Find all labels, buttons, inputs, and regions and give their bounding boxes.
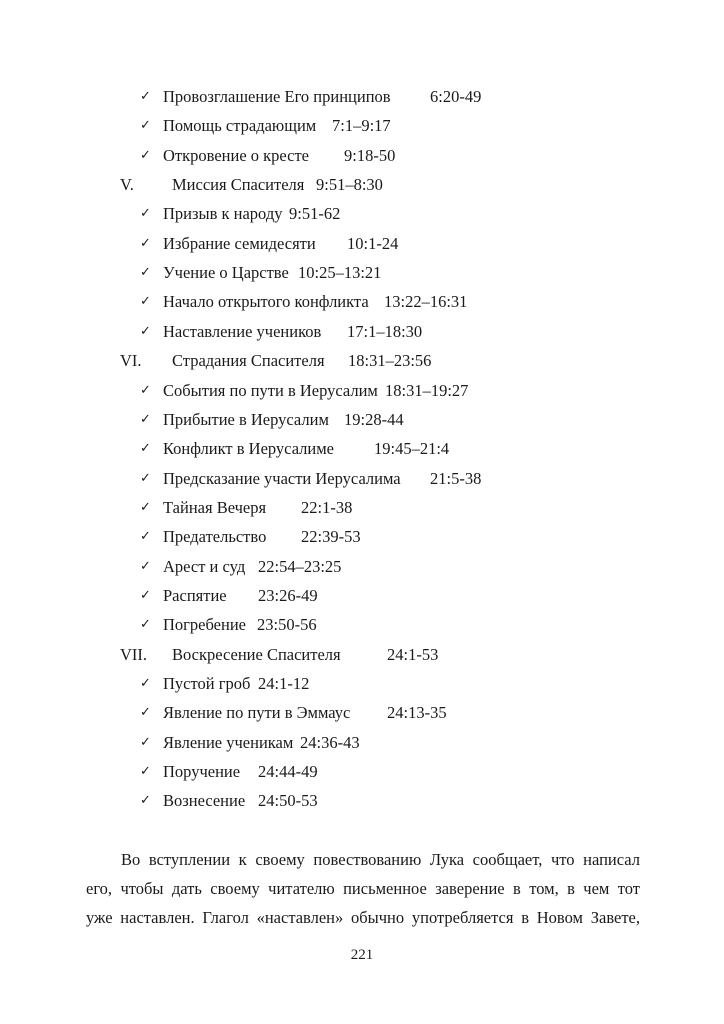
checkmark-icon: ✓ xyxy=(140,147,151,163)
item-label: Избрание семидесяти xyxy=(163,233,316,253)
outline-item xyxy=(0,438,724,460)
item-label: События по пути в Иерусалим xyxy=(163,380,378,400)
scripture-reference: 9:18-50 xyxy=(344,145,396,165)
scripture-reference: 19:45–21:4 xyxy=(374,439,450,459)
checkmark-icon: ✓ xyxy=(140,734,151,750)
item-label: Арест и суд xyxy=(163,556,246,576)
outline-item xyxy=(0,761,724,783)
item-label: Поручение xyxy=(163,762,241,782)
checkmark-icon: ✓ xyxy=(140,676,151,691)
outline-item xyxy=(0,86,724,108)
checkmark-icon: ✓ xyxy=(140,558,151,574)
scripture-reference: 24:1-53 xyxy=(387,644,439,664)
scripture-reference: 22:54–23:25 xyxy=(258,556,342,576)
scripture-reference: 9:51–8:30 xyxy=(316,175,383,195)
outline-item xyxy=(0,321,724,343)
checkmark-icon: ✓ xyxy=(140,470,151,486)
outline-item xyxy=(0,790,724,812)
checkmark-icon: ✓ xyxy=(140,235,151,251)
scripture-reference: 21:5-38 xyxy=(430,468,482,488)
scripture-reference: 18:31–23:56 xyxy=(348,351,432,371)
checkmark-icon: ✓ xyxy=(140,382,151,398)
item-label: Вознесение xyxy=(163,791,246,811)
scripture-reference: 23:50-56 xyxy=(257,615,317,635)
scripture-reference: 24:13-35 xyxy=(387,703,447,723)
item-label: Пустой гроб xyxy=(163,674,251,693)
item-label: Помощь страдающим xyxy=(163,116,317,136)
item-label: Явление по пути в Эммаус xyxy=(163,703,351,723)
outline-item xyxy=(0,409,724,431)
section-title: Воскресение Спасителя xyxy=(172,644,341,664)
checkmark-icon: ✓ xyxy=(140,617,151,633)
item-label: Погребение xyxy=(163,615,246,635)
section-title: Страдания Спасителя xyxy=(172,351,325,371)
paragraph-line: Во вступлении к своему повествованию Лука сообщает, что написал xyxy=(121,850,640,869)
scripture-reference: 7:1–9:17 xyxy=(332,116,391,136)
outline-item xyxy=(0,233,724,255)
checkmark-icon: ✓ xyxy=(140,206,151,222)
outline-section xyxy=(0,350,724,372)
checkmark-icon: ✓ xyxy=(140,587,151,603)
item-label: Предсказание участи Иерусалима xyxy=(163,468,401,488)
outline-item xyxy=(0,380,724,402)
section-numeral: VII. xyxy=(120,644,148,664)
scripture-reference: 10:25–13:21 xyxy=(298,263,382,283)
paragraph-line: его, чтобы дать своему читателю письменное заверение в том, в чем тот xyxy=(86,879,640,898)
checkmark-icon: ✓ xyxy=(140,265,151,281)
outline-item xyxy=(0,145,724,167)
scripture-reference: 19:28-44 xyxy=(344,409,404,429)
outline-item xyxy=(0,732,724,754)
scripture-reference: 9:51-62 xyxy=(289,204,341,224)
item-label: Призыв к народу xyxy=(163,204,283,224)
scripture-reference: 22:39-53 xyxy=(301,527,361,547)
item-label: Тайная Вечеря xyxy=(163,497,267,517)
outline-section xyxy=(0,174,724,196)
scripture-reference: 13:22–16:31 xyxy=(384,292,468,312)
checkmark-icon: ✓ xyxy=(140,529,151,545)
outline-item xyxy=(0,262,724,284)
scripture-reference: 24:50-53 xyxy=(258,791,318,811)
scripture-reference: 24:44-49 xyxy=(258,762,318,782)
checkmark-icon: ✓ xyxy=(140,499,151,515)
scripture-reference: 6:20-49 xyxy=(430,87,482,106)
outline-item xyxy=(0,585,724,607)
outline-item xyxy=(0,497,724,519)
section-numeral: VI. xyxy=(120,351,142,371)
item-label: Прибытие в Иерусалим xyxy=(163,409,329,429)
item-label: Откровение о кресте xyxy=(163,145,310,165)
scripture-reference: 22:1-38 xyxy=(301,497,353,517)
scripture-reference: 24:1-12 xyxy=(258,674,310,693)
outline-item xyxy=(0,115,724,137)
checkmark-icon: ✓ xyxy=(140,118,151,134)
outline-section xyxy=(0,644,724,666)
section-title: Миссия Спасителя xyxy=(172,175,305,195)
outline-item xyxy=(0,673,724,695)
checkmark-icon: ✓ xyxy=(140,793,151,809)
outline-item xyxy=(0,291,724,313)
checkmark-icon: ✓ xyxy=(140,441,151,457)
scripture-reference: 18:31–19:27 xyxy=(385,380,469,400)
scripture-reference: 24:36-43 xyxy=(300,732,360,752)
paragraph-line: уже наставлен. Глагол «наставлен» обычно употребляется в Новом Завете, xyxy=(86,908,640,927)
outline-item xyxy=(0,468,724,490)
item-label: Конфликт в Иерусалиме xyxy=(163,439,335,459)
item-label: Явление ученикам xyxy=(163,732,294,752)
checkmark-icon: ✓ xyxy=(140,294,151,310)
item-label: Предательство xyxy=(163,527,267,547)
checkmark-icon: ✓ xyxy=(140,764,151,780)
item-label: Начало открытого конфликта xyxy=(163,292,369,312)
outline-item xyxy=(0,203,724,225)
item-label: Учение о Царстве xyxy=(163,263,289,283)
checkmark-icon: ✓ xyxy=(140,89,151,104)
page-number: 221 xyxy=(350,947,374,963)
outline-item xyxy=(0,614,724,636)
scripture-reference: 10:1-24 xyxy=(347,233,399,253)
outline-item xyxy=(0,702,724,724)
item-label: Наставление учеников xyxy=(163,321,322,341)
item-label: Распятие xyxy=(163,585,227,605)
section-numeral: V. xyxy=(120,175,134,195)
outline-item xyxy=(0,526,724,548)
checkmark-icon: ✓ xyxy=(140,411,151,427)
checkmark-icon: ✓ xyxy=(140,705,151,721)
scripture-reference: 17:1–18:30 xyxy=(347,321,423,341)
outline-item xyxy=(0,556,724,578)
scripture-reference: 23:26-49 xyxy=(258,585,318,605)
checkmark-icon: ✓ xyxy=(140,323,151,339)
item-label: Провозглашение Его принципов xyxy=(163,87,391,106)
